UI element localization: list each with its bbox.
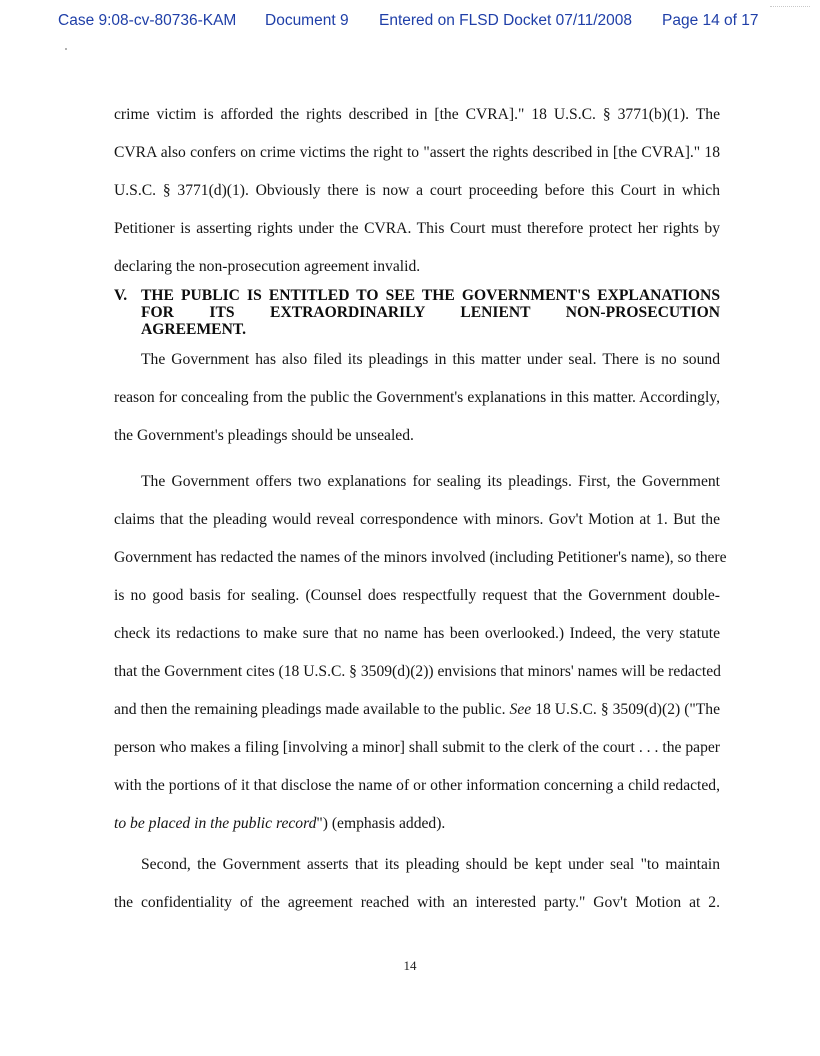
text-line: claims that the pleading would reveal correspondence with minors. Gov't Motion at 1. But the <box>114 511 720 528</box>
text-line: Second, the Government asserts that its pleading should be kept under seal "to maintain <box>141 856 720 873</box>
text-line: the confidentiality of the agreement reached with an interested party." Gov't Motion at 2. <box>114 894 720 911</box>
text-segment: 18 U.S.C. § 3509(d)(2) ("The <box>535 701 720 718</box>
docket-header <box>58 12 778 36</box>
text-line: with the portions of it that disclose the name of or other information concerning a child redacted, <box>114 777 720 794</box>
text-line: crime victim is afforded the rights described in [the CVRA]." 18 U.S.C. § 3771(b)(1). The <box>114 106 720 123</box>
heading-line: FOR ITS EXTRAORDINARILY LENIENT NON-PROSECUTION <box>141 304 720 321</box>
text-line: check its redactions to make sure that no name has been overlooked.) Indeed, the very statute <box>114 625 720 642</box>
docket-entry: Entered on FLSD Docket 07/11/2008 <box>379 12 633 29</box>
text-line: the Government's pleadings should be unsealed. <box>114 427 414 444</box>
see-signal: See <box>509 701 532 718</box>
page-number: 14 <box>403 958 417 973</box>
text-line: CVRA also confers on crime victims the right to "assert the rights described in [the CVRA]." 18 <box>114 144 720 161</box>
page-of-total: Page 14 of 17 <box>662 12 759 29</box>
scan-speck <box>65 48 67 50</box>
text-line: U.S.C. § 3771(d)(1). Obviously there is now a court proceeding before this Court in which <box>114 182 720 199</box>
text-line: declaring the non-prosecution agreement invalid. <box>114 258 421 275</box>
text-line: Petitioner is asserting rights under the CVRA. This Court must therefore protect her rights by <box>114 220 720 237</box>
document-number: Document 9 <box>265 12 349 29</box>
heading-line: THE PUBLIC IS ENTITLED TO SEE THE GOVERNMENT'S EXPLANATIONS <box>141 287 720 304</box>
text-line: reason for concealing from the public the Government's explanations in this matter. Accordingly, <box>114 389 720 406</box>
text-line <box>114 813 720 835</box>
text-segment: ") (emphasis added). <box>316 815 446 832</box>
emphasized-text: to be placed in the public record <box>114 815 317 832</box>
text-line: is no good basis for sealing. (Counsel does respectfully request that the Government double- <box>114 587 720 604</box>
text-segment: and then the remaining pleadings made available to the public. <box>114 701 506 718</box>
section-number: V. <box>114 287 128 304</box>
text-line <box>114 699 720 721</box>
text-line: The Government offers two explanations for sealing its pleadings. First, the Government <box>141 473 720 490</box>
heading-line: AGREEMENT. <box>141 321 246 338</box>
text-line: that the Government cites (18 U.S.C. § 3509(d)(2)) envisions that minors' names will be redacted <box>114 663 721 680</box>
text-line: person who makes a filing [involving a minor] shall submit to the clerk of the court . . . the paper <box>114 739 720 756</box>
scan-mark <box>770 6 810 8</box>
text-line: The Government has also filed its pleadings in this matter under seal. There is no sound <box>141 351 720 368</box>
case-number: Case 9:08-cv-80736-KAM <box>58 12 237 29</box>
text-line: Government has redacted the names of the minors involved (including Petitioner's name), so there <box>114 549 727 566</box>
